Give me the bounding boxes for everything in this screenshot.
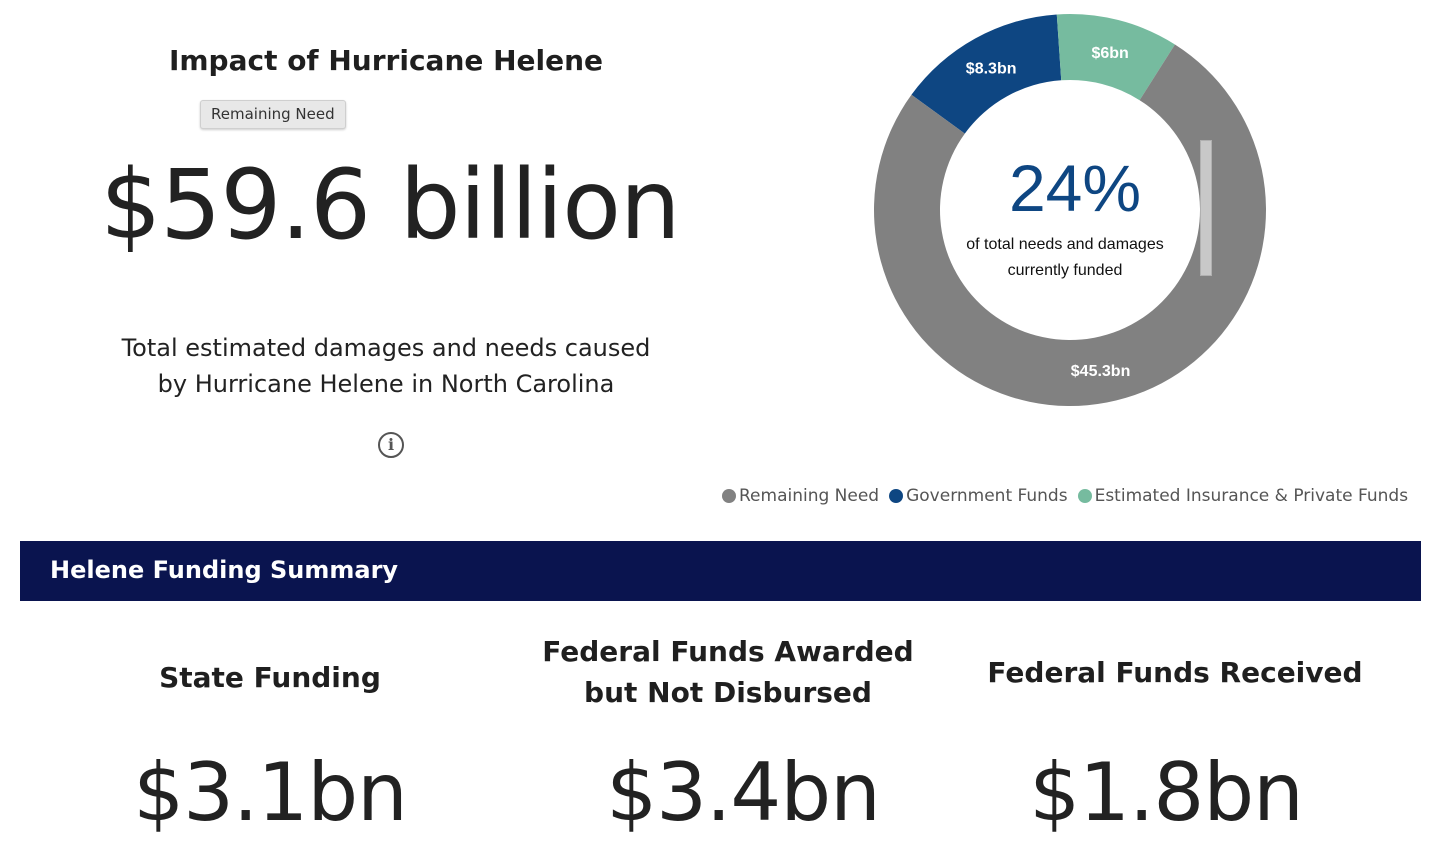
donut-label-government-funds: $8.3bn bbox=[965, 60, 1017, 78]
legend-item-insurance-private[interactable] bbox=[1078, 486, 1408, 506]
legend-item-remaining-need[interactable] bbox=[722, 486, 879, 506]
funding-summary-header bbox=[20, 541, 1421, 601]
donut-caption-line-1: of total needs and damages bbox=[966, 236, 1164, 253]
impact-description bbox=[100, 330, 672, 402]
description-line-2: by Hurricane Helene in North Carolina bbox=[157, 370, 615, 398]
federal-received-label bbox=[950, 652, 1400, 693]
federal-awarded-label bbox=[493, 631, 963, 713]
state-funding-label bbox=[70, 657, 470, 698]
donut-caption-line-2: currently funded bbox=[1007, 262, 1123, 279]
state-funding-value: $3.1bn bbox=[133, 746, 407, 839]
federal-received-value: $1.8bn bbox=[1029, 746, 1303, 839]
total-need-value: $59.6 billion bbox=[100, 149, 680, 261]
chart-scrollbar-thumb[interactable] bbox=[1200, 140, 1212, 276]
legend-dot-insurance-private bbox=[1078, 489, 1092, 503]
funding-summary-title: Helene Funding Summary bbox=[50, 556, 399, 584]
legend-label-remaining-need: Remaining Need bbox=[739, 486, 880, 506]
legend-dot-remaining-need bbox=[722, 489, 736, 503]
chart-legend bbox=[722, 484, 1422, 508]
legend-label-government-funds: Government Funds bbox=[906, 486, 1068, 506]
donut-center-value: 24% bbox=[1008, 151, 1142, 225]
donut-center-caption bbox=[945, 232, 1185, 284]
info-icon[interactable]: i bbox=[378, 432, 404, 458]
federal-awarded-label-line-1: Federal Funds Awarded bbox=[542, 635, 914, 668]
impact-title: Impact of Hurricane Helene bbox=[168, 44, 604, 77]
donut-label-insurance-private: $6bn bbox=[1091, 45, 1129, 63]
legend-label-insurance-private: Estimated Insurance & Private Funds bbox=[1094, 486, 1409, 506]
legend-item-government-funds[interactable] bbox=[889, 486, 1067, 506]
state-funding-label-line-1: State Funding bbox=[159, 661, 381, 694]
donut-label-remaining-need: $45.3bn bbox=[1070, 363, 1131, 381]
legend-dot-government-funds bbox=[889, 489, 903, 503]
federal-awarded-value: $3.4bn bbox=[606, 746, 880, 839]
federal-awarded-label-line-2: but Not Disbursed bbox=[584, 676, 872, 709]
description-line-1: Total estimated damages and needs caused bbox=[121, 334, 651, 362]
federal-received-label-line-1: Federal Funds Received bbox=[987, 656, 1363, 689]
remaining-need-tag[interactable]: Remaining Need bbox=[200, 100, 346, 129]
